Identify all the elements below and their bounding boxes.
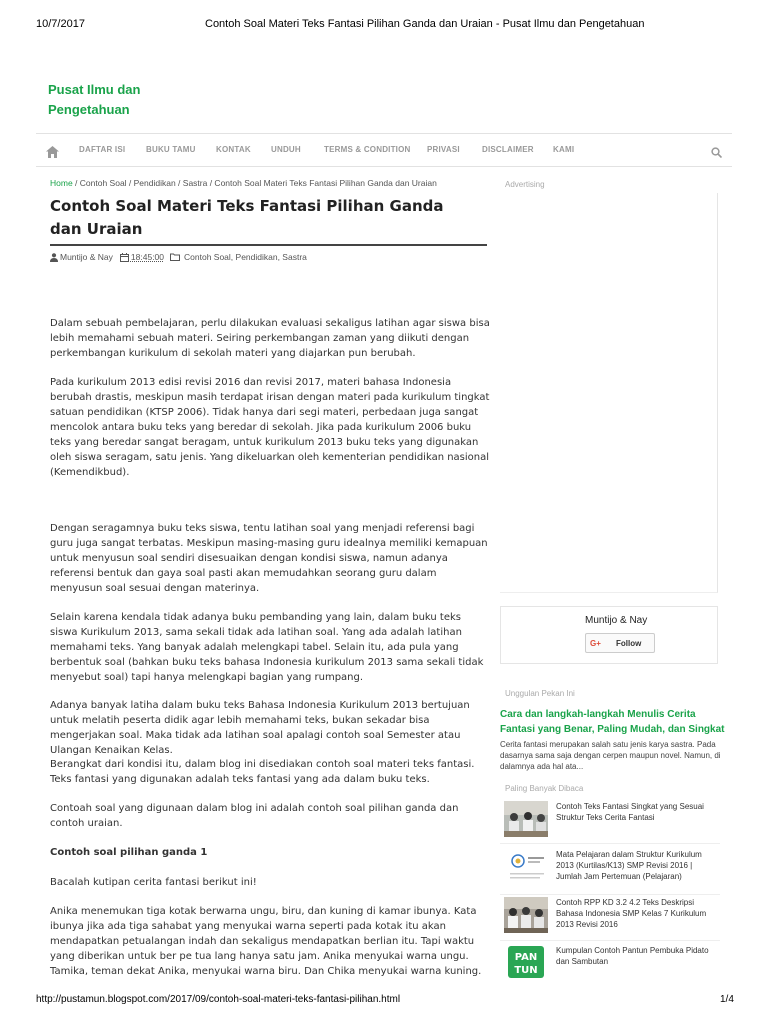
post-paragraph-6: Berangkat dari kondisi itu, dalam blog ini disediakan contoh soal materi teks fantasi. Teks fantasi yang digunakan adalah teks fantasi yang ada dalam buku teks.: [50, 759, 475, 785]
pantun-thumb-text-top: PAN: [514, 952, 538, 963]
popular-item-title[interactable]: Contoh Teks Fantasi Singkat yang Sesuai Struktur Teks Cerita Fantasi: [556, 802, 704, 822]
print-page-number: 1/4: [720, 994, 734, 1005]
nav-item-buku-tamu[interactable]: BUKU TAMU: [146, 145, 196, 154]
print-page-title: Contoh Soal Materi Teks Fantasi Pilihan Ganda dan Uraian - Pusat Ilmu dan Pengetahuan: [205, 18, 645, 30]
breadcrumb-home-link[interactable]: Home: [50, 178, 73, 188]
follow-label: Follow: [616, 639, 642, 648]
print-footer: [0, 994, 768, 1010]
post-paragraph-7: Contoah soal yang digunaan dalam blog ini adalah contoh soal pilihan ganda dan contoh uraian.: [50, 803, 459, 829]
advertising-slot: [500, 193, 718, 593]
print-url: http://pustamun.blogspot.com/2017/09/contoh-soal-materi-teks-fantasi-pilihan.html: [36, 994, 401, 1005]
featured-section-label: Unggulan Pekan Ini: [505, 689, 575, 698]
nav-item-daftar-isi[interactable]: DAFTAR ISI: [79, 145, 126, 154]
popular-item-title[interactable]: Contoh RPP KD 3.2 4.2 Teks Deskripsi Bahasa Indonesia SMP Kelas 7 Kurikulum 2013 Revisi 2016: [556, 898, 707, 929]
print-date: 10/7/2017: [36, 18, 85, 30]
nav-item-privasi[interactable]: PRIVASI: [427, 145, 460, 154]
nav-item-unduh[interactable]: UNDUH: [271, 145, 301, 154]
home-icon[interactable]: [46, 143, 60, 157]
author-widget: [500, 606, 718, 664]
post-meta: [50, 251, 307, 263]
user-icon: [50, 253, 58, 262]
post-time[interactable]: 18:45:00: [130, 252, 165, 262]
breadcrumb: [50, 178, 437, 188]
featured-post-link[interactable]: Cara dan langkah-langkah Menulis Cerita Fantasi yang Benar, Paling Mudah, dan Singkat: [500, 709, 725, 735]
post-subheading: Contoh soal pilihan ganda 1: [50, 847, 208, 858]
popular-thumbnail-classroom[interactable]: [504, 801, 548, 837]
search-icon[interactable]: [711, 143, 725, 157]
calendar-icon: [120, 253, 129, 262]
post-paragraph-3: Dengan seragamnya buku teks siswa, tentu latihan soal yang menjadi referensi bagi guru juga sangat terbatas. Meskipun masing-masing guru idealnya memiliki kemapuan untuk menyusun soal sendiri disesuaikan dengan kondisi siswa, namun adanya referensi bentuk dan gaya soal pasti akan memudahkan seorang guru dalam menyusun soal sesuai dengan materinya.: [50, 523, 488, 594]
post-title: Contoh Soal Materi Teks Fantasi Pilihan Ganda dan Uraian: [50, 197, 444, 238]
gplus-icon: G+: [590, 639, 601, 648]
popular-divider: [500, 894, 720, 895]
gplus-follow-button[interactable]: [585, 633, 655, 653]
post-paragraph-9: Anika menemukan tiga kotak berwarna ungu, biru, dan kuning di kamar ibunya. Kata ibunya jika ada tiga sahabat yang menyukai warna seperti pada kotak itu akan mendapatkan petualangan indah dan sekaligus mendapatkan berlian itu. Tapi waktu yang diberikan untuk ber pe tua lang hanya satu jam. Anika menyukai warna ungu. Tamika, teman dekat Anika, menyukai warna biru. Dan Chika menyukai warna kuning.: [50, 906, 482, 977]
site-title-link[interactable]: Pusat Ilmu dan Pengetahuan: [48, 82, 141, 117]
post-paragraph-4: Selain karena kendala tidak adanya buku pembanding yang lain, dalam buku teks siswa Kurikulum 2013, sama sekali tidak ada latihan soal. Yang ada adalah latihan memahami teks. Yang banyak adalah melengkapi tabel. Selain itu, ada pula yang berbentuk soal (bahkan buku teks bahasa Indonesia kurikulum 2013 sama sekali tidak menyebut soal) tapi hanya melengkapi bagian yang rumpang.: [50, 612, 484, 683]
popular-item-title[interactable]: Mata Pelajaran dalam Struktur Kurikulum 2013 (Kurtilas/K13) SMP Revisi 2016 | Jumlah Jam Pertemuan (Pelajaran): [556, 850, 702, 881]
advertising-label: Advertising: [505, 180, 545, 189]
breadcrumb-trail: / Contoh Soal / Pendidikan / Sastra / Contoh Soal Materi Teks Fantasi Pilihan Ganda dan Uraian: [72, 178, 437, 188]
featured-post-excerpt: Cerita fantasi merupakan salah satu jenis karya sastra. Pada dasarnya sama saja dengan cerpen maupun novel. Namun, di dalamnya ada hal ata...: [500, 740, 721, 771]
print-header: [0, 14, 768, 34]
nav-item-kontak[interactable]: KONTAK: [216, 145, 251, 154]
popular-divider: [500, 940, 720, 941]
author-widget-name[interactable]: Muntijo & Nay: [585, 615, 648, 626]
post-paragraph-8: Bacalah kutipan cerita fantasi berikut ini!: [50, 877, 257, 888]
popular-divider: [500, 843, 720, 844]
nav-item-kami[interactable]: KAMI: [553, 145, 575, 154]
main-navbar: [36, 133, 732, 167]
folder-icon: [170, 253, 180, 261]
post-paragraph-5: Adanya banyak latiha dalam buku teks Bahasa Indonesia Kurikulum 2013 bertujuan untuk melatih peserta didik agar lebih memahami teks, bukan sekadar bisa mengerjakan soal. Maka tidak ada latihan soal apalagi contoh soal Semester atau Ulangan Kenaikan Kelas.: [50, 700, 470, 756]
post-author[interactable]: Muntijo & Nay: [60, 252, 113, 262]
pantun-thumb-text-bottom: TUN: [514, 965, 538, 976]
post-labels[interactable]: Contoh Soal, Pendidikan, Sastra: [184, 252, 307, 262]
nav-item-terms[interactable]: TERMS & CONDITION: [324, 145, 411, 154]
popular-thumbnail-document[interactable]: [504, 849, 548, 885]
popular-thumbnail-classroom[interactable]: [504, 897, 548, 933]
nav-item-disclaimer[interactable]: DISCLAIMER: [482, 145, 534, 154]
popular-section-label: Paling Banyak Dibaca: [505, 784, 584, 793]
title-divider: [50, 244, 487, 246]
post-paragraph-2: Pada kurikulum 2013 edisi revisi 2016 dan revisi 2017, materi bahasa Indonesia berubah drastis, meskipun masih terdapat irisan dengan materi pada kurikulum tingkat satuan pendidikan (KTSP 2006). Tidak hanya dari segi materi, perbedaan juga sangat mencolok antara buku teks yang beredar di sekolah. Jika pada kurikulum 2006 buku teks yang beredar sangat beragam, untuk kurikulum 2013 buku teks yang digunakan oleh siswa seragam, satu jenis. Yang dikeluarkan oleh kementerian pendidikan nasional (Kemendikbud).: [50, 377, 490, 478]
post-paragraph-1: Dalam sebuah pembelajaran, perlu dilakukan evaluasi sekaligus latihan agar siswa bisa lebih memahami sebuah materi. Seiring perkembangan zaman yang diikuti dengan perkembangan kurikulum di sekolah materi yang diajarkan pun berubah.: [50, 318, 490, 359]
popular-thumbnail-pantun[interactable]: [504, 944, 548, 980]
popular-item-title[interactable]: Kumpulan Contoh Pantun Pembuka Pidato dan Sambutan: [556, 946, 709, 966]
